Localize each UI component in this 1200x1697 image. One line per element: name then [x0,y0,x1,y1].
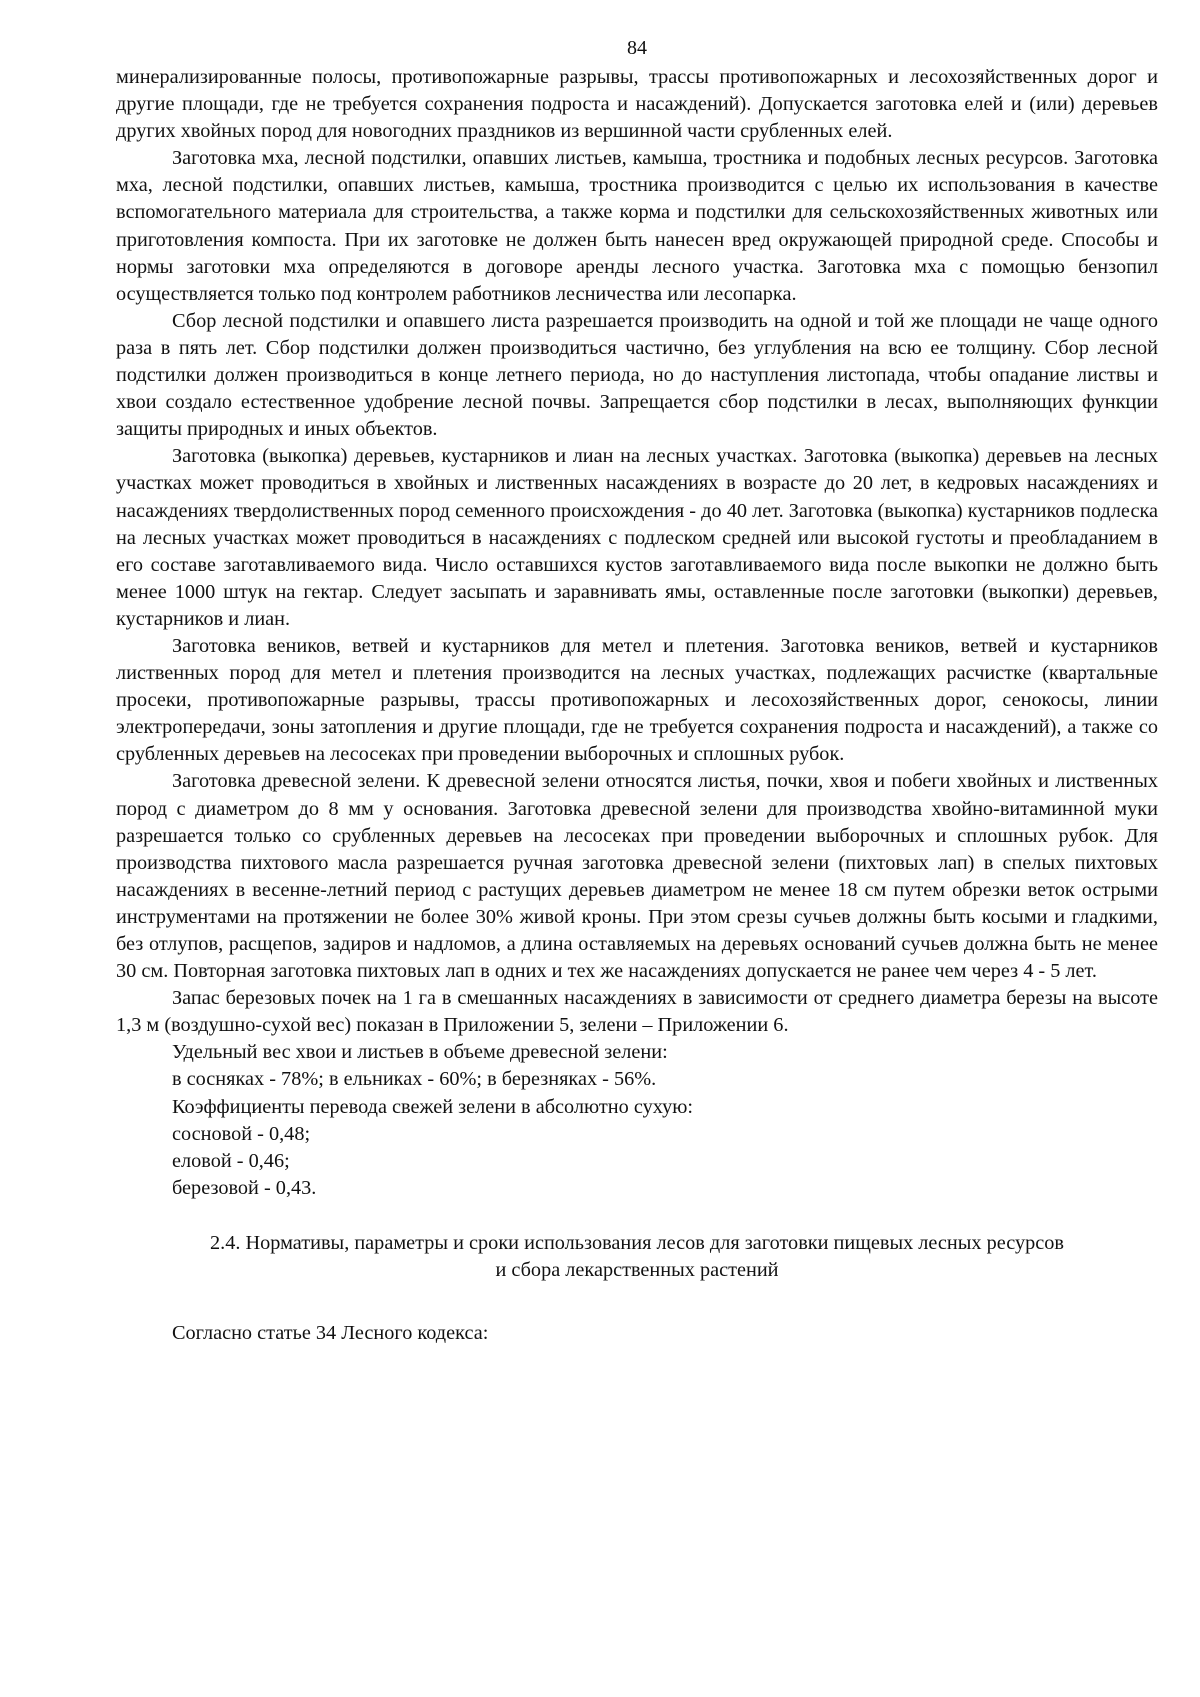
paragraph-wood-greenery: Заготовка древесной зелени. К древесной зелени относятся листья, почки, хвоя и побеги хвойных и лиственных пород с диаметром до 8 мм у основания. Заготовка древесной зелени для производства хвойно-витаминной муки разрешается только со срубленных деревьев на лесосеках при проведении выборочных и сплошных рубок. Для производства пихтового масла разрешается ручная заготовка древесной зелени (пихтовых лап) в спелых пихтовых насаждениях в весенне-летний период с растущих деревьев диаметром не менее 18 см путем обрезки веток острыми инструментами на протяжении не более 30% живой кроны. При этом срезы сучьев должны быть косыми и гладкими, без отлупов, расщепов, задиров и надломов, а длина оставляемых на деревьях оснований сучьев должна быть не менее 30 см. Повторная заготовка пихтовых лап в одних и тех же насаждениях допускается не ранее чем через 4 - 5 лет. [116,770,1158,983]
paragraph-tree-digging: Заготовка (выкопка) деревьев, кустарников и лиан на лесных участках. Заготовка (выкопка) деревьев на лесных участках может проводиться в хвойных и лиственных насаждениях в возрасте до 20 лет, в кедровых насаждениях и насаждениях твердолиственных пород семенного происхождения - до 40 лет. Заготовка (выкопка) кустарников подлеска на лесных участках может проводиться в насаждениях с подлеском средней или высокой густоты и преобладанием в его составе заготавливаемого вида. Число оставшихся кустов заготавливаемого вида после выкопки не должно быть менее 1000 штук на гектар. Следует засыпать и заравнивать ямы, оставленные после заготовки (выкопки) деревьев, кустарников и лиан. [116,445,1158,630]
paragraph-moss-harvesting: Заготовка мха, лесной подстилки, опавших листьев, камыша, тростника и подобных лесных ресурсов. Заготовка мха, лесной подстилки, опавших листьев, камыша, тростника производится с целью их использования в качестве вспомогательного материала для строительства, а также корма и подстилки для сельскохозяйственных животных или приготовления компоста. При их заготовке не должен быть нанесен вред окружающей природной среде. Способы и нормы заготовки мха определяются в договоре аренды лесного участка. Заготовка мха с помощью бензопил осуществляется только под контролем работников лесничества или лесопарка. [116,147,1158,305]
page-number: 84 [627,37,647,59]
paragraph-continuation: минерализированные полосы, противопожарные разрывы, трассы противопожарных и лесохозяйственных дорог и другие площади, где не требуется сохранения подроста и насаждений). Допускается заготовка елей и (или) деревьев других хвойных пород для новогодних праздников из вершинной части срубленных елей. [116,66,1158,143]
paragraph-birch-buds: Запас березовых почек на 1 га в смешанных насаждениях в зависимости от среднего диаметра березы на высоте 1,3 м (воздушно-сухой вес) показан в Приложении 5, зелени – Приложении 6. [116,987,1158,1037]
line-conversion-coefficients: Коэффициенты перевода свежей зелени в абсолютно сухую: [172,1095,694,1118]
line-birch-coefficient: березовой - 0,43. [172,1176,317,1199]
section-heading-line-2: и сбора лекарственных растений [495,1258,779,1281]
line-specific-weight-values: в сосняках - 78%; в ельниках - 60%; в березняках - 56%. [172,1068,657,1091]
section-heading [116,1230,1158,1284]
line-specific-weight: Удельный вес хвои и листьев в объеме древесной зелени: [172,1041,668,1064]
document-page [116,36,1158,1347]
section-heading-line-1: 2.4. Нормативы, параметры и сроки использования лесов для заготовки пищевых лесных ресурсов [209,1231,1064,1254]
line-spruce-coefficient: еловой - 0,46; [172,1149,290,1172]
paragraph-litter-collection: Сбор лесной подстилки и опавшего листа разрешается производить на одной и той же площади не чаще одного раза в пять лет. Сбор подстилки должен производиться частично, без углубления на всю ее толщину. Сбор лесной подстилки должен производиться в конце летнего периода, но до наступления листопада, чтобы опадание листвы и хвои создало естественное удобрение лесной почвы. Запрещается сбор подстилки в лесах, выполняющих функции защиты природных и иных объектов. [116,309,1158,441]
closing-line: Согласно статье 34 Лесного кодекса: [172,1321,489,1344]
paragraph-brooms-branches: Заготовка веников, ветвей и кустарников для метел и плетения. Заготовка веников, ветвей и кустарников лиственных пород для метел и плетения производится на лесных участках, подлежащих расчистке (квартальные просеки, противопожарные разрывы, трассы противопожарных и лесохозяйственных дорог, сенокосы, линии электропередачи, зоны затопления и другие площади, где не требуется сохранения подроста и насаждений), а также со срубленных деревьев на лесосеках при проведении выборочных и сплошных рубок. [116,634,1158,766]
line-pine-coefficient: сосновой - 0,48; [172,1122,311,1145]
